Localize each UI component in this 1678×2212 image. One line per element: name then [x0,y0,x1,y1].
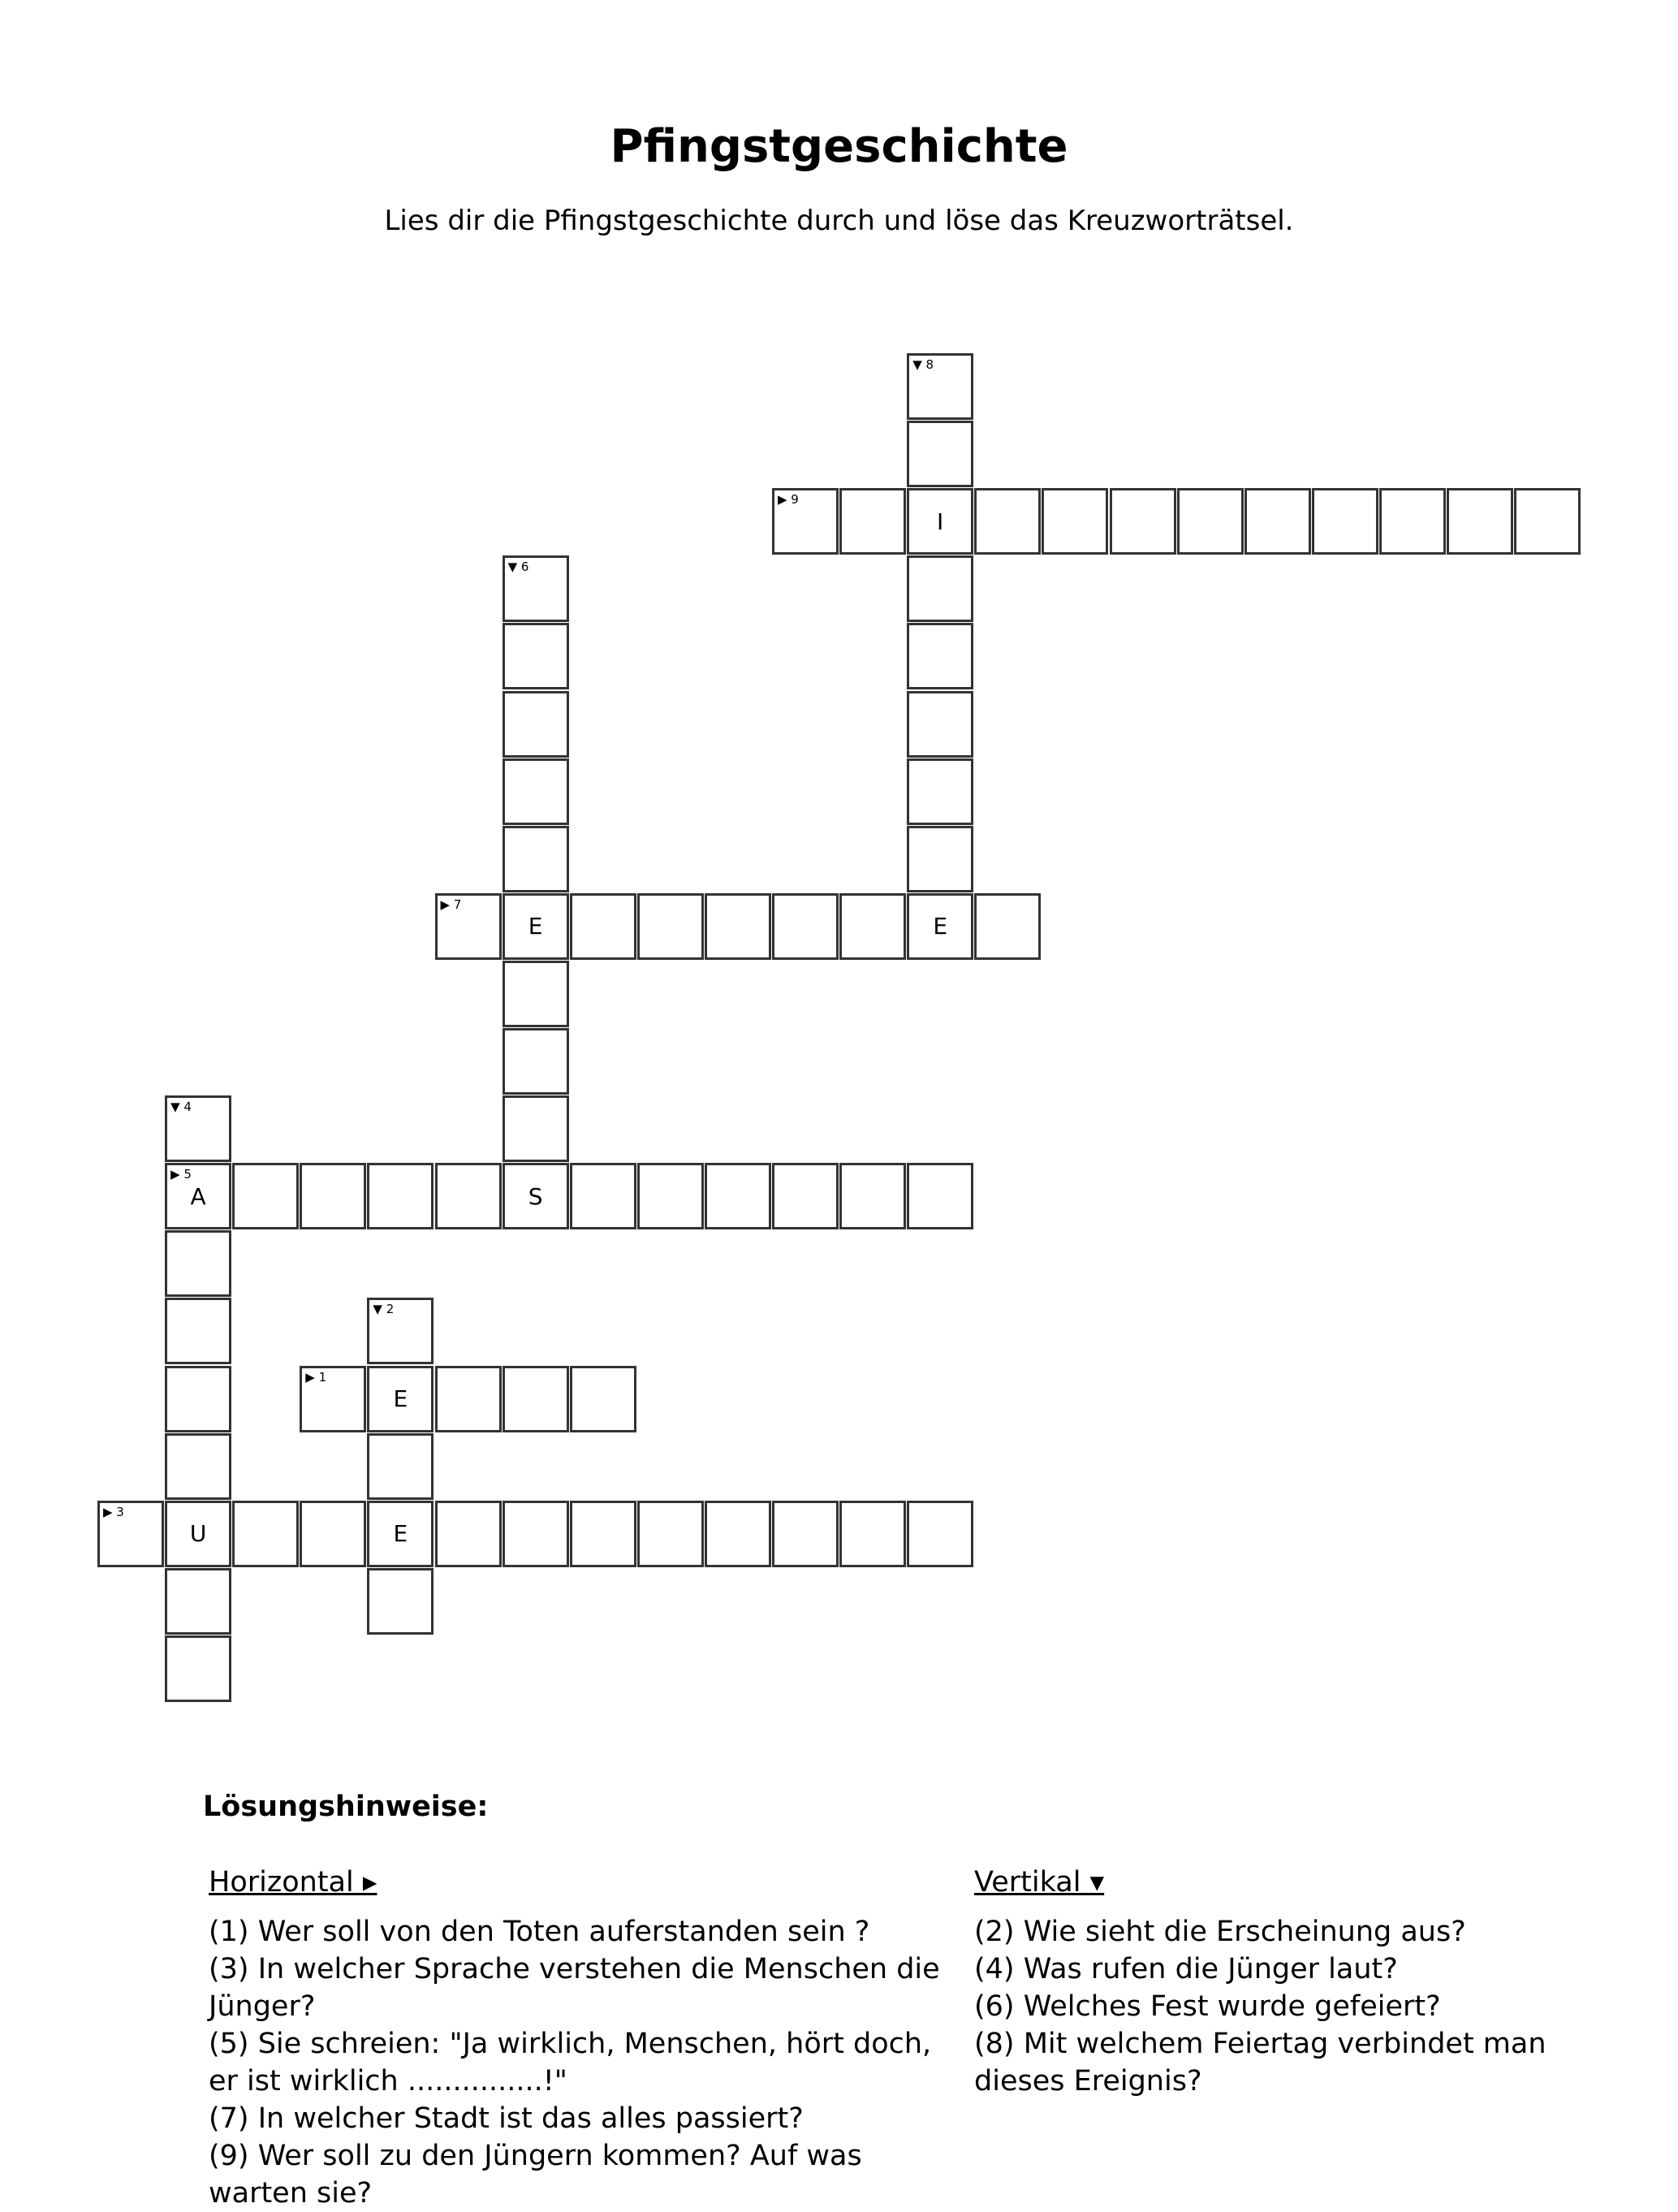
crossword-cell[interactable] [367,1433,434,1500]
crossword-cell[interactable] [503,826,569,892]
crossword-cell[interactable] [772,1163,839,1229]
crossword-cell[interactable] [839,1163,906,1229]
horizontal-heading: Horizontal ▸ [209,1866,377,1899]
page-title: Pfingstgeschichte [610,120,1068,173]
solution-heading: Lösungshinweise: [203,1791,489,1823]
crossword-cell[interactable] [503,555,569,622]
cell-letter: E [528,913,543,940]
crossword-cell[interactable] [367,1568,434,1635]
crossword-cell[interactable] [503,623,569,689]
crossword-cell[interactable] [503,961,569,1027]
vertical-clue-list [974,1913,1591,2100]
crossword-cell[interactable] [435,893,502,960]
horizontal-clue: (7) In welcher Stadt ist das alles passiert? [209,2102,804,2135]
crossword-cell[interactable] [907,1501,973,1567]
page-subtitle: Lies dir die Pfingstgeschichte durch und löse das Kreuzworträtsel. [384,205,1294,237]
clue-number: ▼ 2 [373,1302,395,1317]
cell-letter: E [393,1385,408,1412]
crossword-cell[interactable] [772,488,839,555]
horizontal-clue: (3) In welcher Sprache verstehen die Menschen die Jünger? [209,1953,940,2023]
crossword-cell[interactable] [705,1501,771,1567]
crossword-cell[interactable] [839,1501,906,1567]
clue-number: ▼ 6 [507,559,529,575]
horizontal-clue: (9) Wer soll zu den Jüngern kommen? Auf was warten sie? [209,2140,862,2210]
crossword-cell[interactable] [165,1635,231,1702]
horizontal-clue: (1) Wer soll von den Toten auferstanden sein ? [209,1916,870,1948]
crossword-cell[interactable] [165,1298,231,1364]
crossword-cell[interactable] [503,1028,569,1095]
crossword-cell[interactable] [907,1163,973,1229]
vertical-clue: (4) Was rufen die Jünger laut? [974,1953,1398,1985]
cell-letter: E [393,1520,408,1548]
cell-letter: A [190,1182,206,1210]
crossword-cell[interactable] [165,1095,231,1162]
crossword-cell[interactable] [907,826,973,892]
vertical-clue: (8) Mit welchem Feiertag verbindet man dieses Ereignis? [974,2028,1546,2098]
crossword-cell[interactable] [165,1433,231,1500]
crossword-cell[interactable] [1514,488,1581,555]
crossword-cell[interactable] [974,488,1041,555]
cell-letter: E [933,913,948,940]
clue-number: ▶ 9 [778,492,799,508]
clue-number: ▼ 4 [170,1100,192,1115]
crossword-cell[interactable] [1244,488,1311,555]
crossword-cell[interactable] [503,1501,569,1567]
vertical-clue: (6) Welches Fest wurde gefeiert? [974,1990,1441,2023]
crossword-cell[interactable] [570,893,636,960]
crossword-cell[interactable] [839,893,906,960]
crossword-cell[interactable] [772,1501,839,1567]
clue-number: ▼ 8 [912,357,934,372]
crossword-cell[interactable] [503,1366,569,1432]
crossword-cell[interactable] [907,691,973,758]
crossword-cell[interactable] [974,893,1041,960]
crossword-cell[interactable] [772,893,839,960]
crossword-cell[interactable] [232,1163,299,1229]
crossword-cell[interactable] [435,1366,502,1432]
crossword-cell[interactable] [232,1501,299,1567]
crossword-cell[interactable] [907,623,973,689]
crossword-cell[interactable] [300,1501,366,1567]
crossword-cell[interactable] [570,1366,636,1432]
horizontal-clue-list [209,1913,964,2212]
crossword-cell[interactable] [705,893,771,960]
crossword-cell[interactable] [705,1163,771,1229]
crossword-cell[interactable] [907,758,973,825]
crossword-cell[interactable] [907,421,973,487]
crossword-cell[interactable] [570,1501,636,1567]
crossword-cell[interactable] [1379,488,1446,555]
cell-letter: U [189,1520,207,1548]
cell-letter: I [937,508,944,535]
crossword-cell[interactable] [1312,488,1378,555]
clue-number: ▶ 1 [305,1369,327,1385]
crossword-cell[interactable] [300,1163,366,1229]
crossword-cell[interactable] [503,893,569,960]
crossword-cell[interactable] [165,1366,231,1432]
crossword-cell[interactable] [570,1163,636,1229]
crossword-cell[interactable] [503,691,569,758]
crossword-cell[interactable] [637,1501,704,1567]
crossword-cell[interactable] [1110,488,1176,555]
crossword-cell[interactable] [503,1163,569,1229]
clue-number: ▶ 5 [170,1167,192,1182]
crossword-cell[interactable] [907,555,973,622]
clue-number: ▶ 3 [103,1504,124,1519]
crossword-cell[interactable] [503,1095,569,1162]
crossword-cell[interactable] [367,1298,434,1364]
crossword-cell[interactable] [907,488,973,555]
vertical-clue: (2) Wie sieht die Erscheinung aus? [974,1916,1466,1948]
crossword-cell[interactable] [435,1501,502,1567]
crossword-cell[interactable] [1042,488,1108,555]
crossword-cell[interactable] [907,893,973,960]
crossword-cell[interactable] [367,1366,434,1432]
crossword-cell[interactable] [503,758,569,825]
clue-number: ▶ 7 [440,896,462,912]
crossword-cell[interactable] [1177,488,1244,555]
cell-letter: S [528,1182,543,1210]
crossword-cell[interactable] [165,1230,231,1297]
horizontal-clue: (5) Sie schreien: "Ja wirklich, Menschen, hört doch, er ist wirklich ...............!" [209,2028,932,2098]
crossword-cell[interactable] [839,488,906,555]
vertical-heading: Vertikal ▾ [974,1866,1105,1899]
crossword-cell[interactable] [637,893,704,960]
crossword-cell[interactable] [367,1163,434,1229]
crossword-cell[interactable] [367,1501,434,1567]
crossword-cell[interactable] [637,1163,704,1229]
crossword-cell[interactable] [1447,488,1513,555]
crossword-cell[interactable] [165,1163,231,1229]
crossword-cell[interactable] [165,1568,231,1635]
crossword-cell[interactable] [300,1366,366,1432]
crossword-cell[interactable] [907,353,973,420]
crossword-cell[interactable] [97,1501,164,1567]
crossword-cell[interactable] [165,1501,231,1567]
crossword-cell[interactable] [435,1163,502,1229]
